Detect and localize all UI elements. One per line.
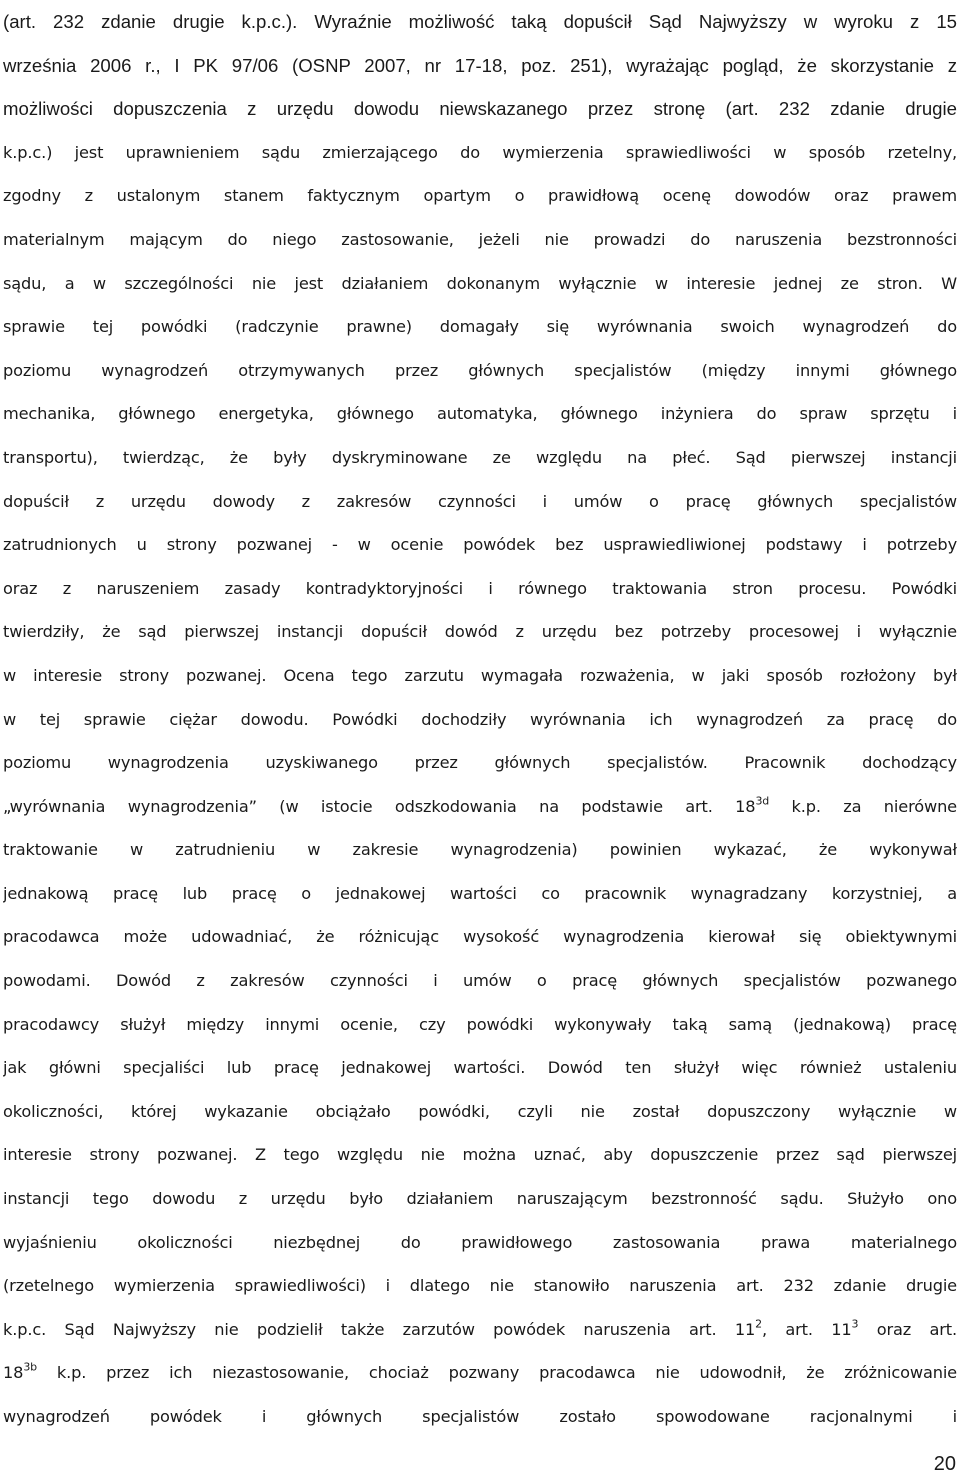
text-line-27: interesie strony pozwanej. Z tego względu nie można uznać, aby dopuszczenie przez sąd pierwszej [3, 1145, 957, 1165]
text-line-8: sprawie tej powódki (radczynie prawne) domagały się wyrównania swoich wynagrodzeń do [3, 317, 957, 337]
text-line-10: mechanika, głównego energetyka, głównego automatyka, głównego inżyniera do spraw sprzętu i [3, 404, 957, 424]
text-line-21: jednakową pracę lub pracę o jednakowej wartości co pracownik wynagradzany korzystniej, a [3, 883, 957, 903]
text-line-23: powodami. Dowód z zakresów czynności i umów o pracę głównych specjalistów pozwanego [3, 971, 957, 991]
text-line-31-middle: , art. 11 [761, 1319, 852, 1339]
text-line-17: w tej sprawie ciężar dowodu. Powódki dochodziły wyrównania ich wynagrodzeń za pracę do [3, 709, 957, 729]
text-line-5: zgodny z ustalonym stanem faktycznym opartym o prawidłową ocenę dowodów oraz prawem [3, 186, 957, 206]
text-line-24: pracodawcy służył między innymi ocenie, czy powódki wykonywały taką samą (jednakową) pracę [3, 1014, 957, 1034]
text-line-28: instancji tego dowodu z urzędu było działaniem naruszającym bezstronność sądu. Służyło ono [3, 1189, 957, 1209]
text-line-31-end: oraz art. [858, 1319, 957, 1339]
text-line-3: możliwości dopuszczenia z urzędu dowodu niewskazanego przez stronę (art. 232 zdanie drugie [3, 98, 957, 120]
page-number: 20 [933, 1453, 956, 1475]
text-line-14: oraz z naruszeniem zasady kontradyktoryjności i równego traktowania stron procesu. Powódki [3, 578, 957, 598]
text-line-13: zatrudnionych u strony pozwanej - w ocenie powódek bez usprawiedliwionej podstawy i potrzeby [3, 535, 957, 555]
superscript-3b: 3b [23, 1360, 37, 1374]
text-line-18: poziomu wynagrodzenia uzyskiwanego przez głównych specjalistów. Pracownik dochodzący [3, 753, 957, 773]
text-line-20: traktowanie w zatrudnieniu w zakresie wynagrodzenia) powinien wykazać, że wykonywał [3, 840, 957, 860]
text-line-26: okoliczności, której wykazanie obciążało powódki, czyli nie został dopuszczony wyłącznie w [3, 1101, 957, 1121]
text-line-7: sądu, a w szczególności nie jest działaniem dokonanym wyłącznie w interesie jednej ze stron. W [3, 273, 957, 293]
text-line-32-end: k.p. przez ich niezastosowanie, chociaż pozwany pracodawca nie udowodnił, że zróżnicowanie [37, 1363, 957, 1383]
text-line-22: pracodawca może udowadniać, że różnicując wysokość wynagrodzenia kierował się obiektywnymi [3, 927, 957, 947]
text-line-12: dopuścił z urzędu dowody z zakresów czynności i umów o pracę głównych specjalistów [3, 491, 957, 511]
superscript-3d: 3d [755, 794, 770, 807]
text-line-25: jak główni specjaliści lub pracę jednakowej wartości. Dowód ten służył więc również ustaleniu [3, 1058, 957, 1078]
text-line-16: w interesie strony pozwanej. Ocena tego zarzutu wymagała rozważenia, w jaki sposób rozłożony był [3, 665, 957, 685]
superscript-3: 3 [851, 1317, 859, 1331]
text-line-32 [3, 1351, 957, 1395]
text-line-31 [3, 1308, 957, 1352]
text-line-33: wynagrodzeń powódek i głównych specjalistów zostało spowodowane racjonalnymi i [3, 1407, 957, 1426]
text-line-19-start: „wyrównania wynagrodzenia” (w istocie odszkodowania na podstawie art. 18 [3, 796, 756, 816]
text-line-32-start: 18 [3, 1363, 24, 1383]
text-line-19-end: k.p. za nierówne [791, 796, 957, 816]
text-line-31-start: k.p.c. Sąd Najwyższy nie podzielił także zarzutów powódek naruszenia art. 11 [3, 1319, 756, 1339]
text-line-11: transportu), twierdząc, że były dyskryminowane ze względu na płeć. Sąd pierwszej instancji [3, 447, 957, 467]
text-line-2: września 2006 r., I PK 97/06 (OSNP 2007, nr 17-18, poz. 251), wyrażając pogląd, że skorzystanie z [3, 54, 957, 76]
superscript-2: 2 [755, 1317, 762, 1331]
document-page [3, 0, 957, 1439]
text-line-1: (art. 232 zdanie drugie k.p.c.). Wyraźnie możliwość taką dopuścił Sąd Najwyższy w wyroku z 15 [3, 11, 957, 32]
text-line-29: wyjaśnieniu okoliczności niezbędnej do prawidłowego zastosowania prawa materialnego [3, 1232, 957, 1252]
text-line-4: k.p.c.) jest uprawnieniem sądu zmierzającego do wymierzenia sprawiedliwości w sposób rzetelny, [3, 142, 957, 162]
text-line-9: poziomu wynagrodzeń otrzymywanych przez głównych specjalistów (między innymi głównego [3, 360, 957, 380]
text-line-6: materialnym mającym do niego zastosowanie, jeżeli nie prowadzi do naruszenia bezstronności [3, 229, 957, 249]
text-line-30: (rzetelnego wymierzenia sprawiedliwości) i dlatego nie stanowiło naruszenia art. 232 zdanie drugie [3, 1276, 957, 1296]
text-line-15: twierdziły, że sąd pierwszej instancji dopuścił dowód z urzędu bez potrzeby procesowej i wyłącznie [3, 622, 957, 642]
text-line-19 [3, 785, 957, 829]
